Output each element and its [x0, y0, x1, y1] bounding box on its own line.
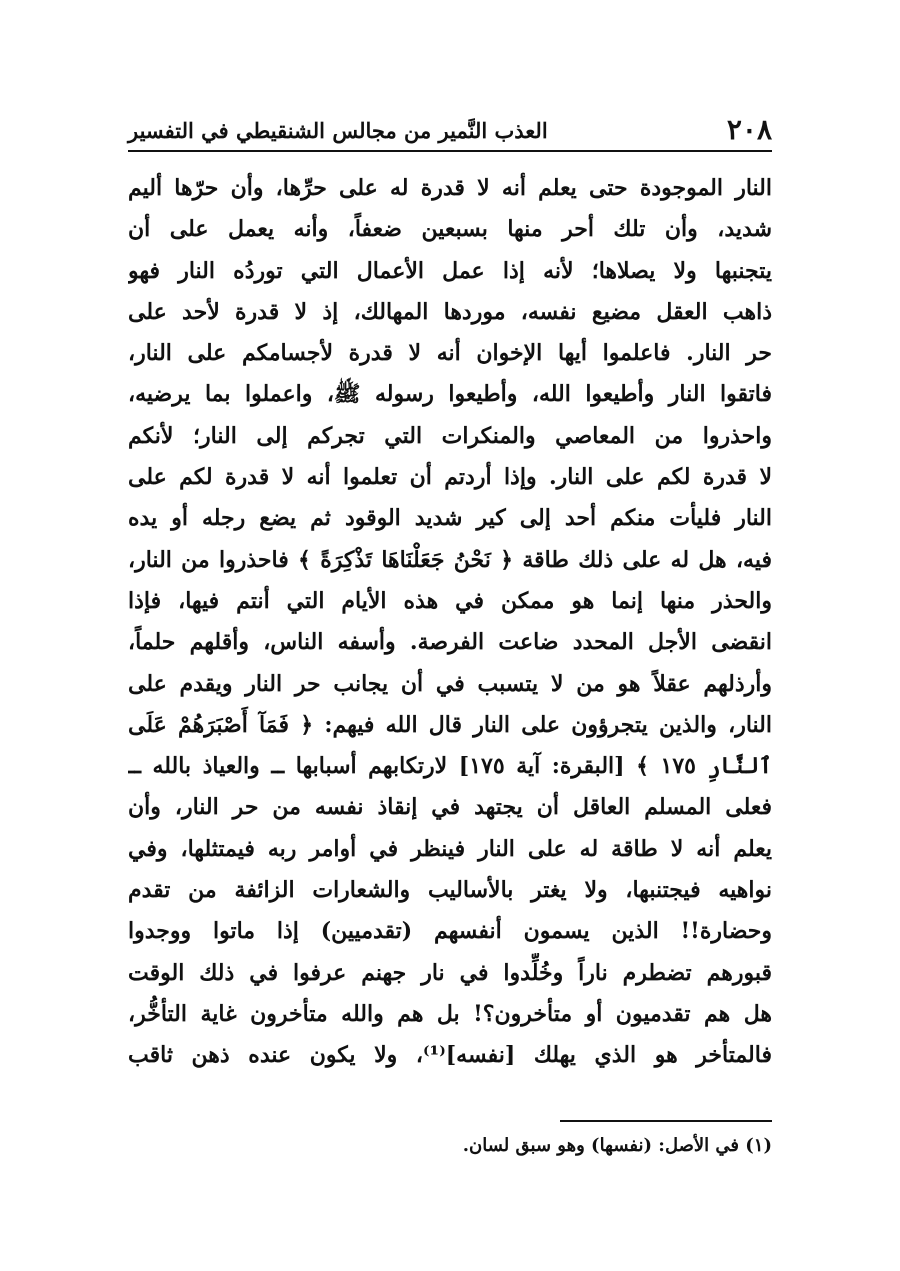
body-text [128, 168, 772, 1077]
page-header [128, 112, 772, 152]
text-line: فالمتأخر هو الذي يهلك [نفسه]⁽¹⁾، ولا يكون عنده ذهن ثاقب [128, 1042, 772, 1069]
text-line: قبورهم تضطرم ناراً وخُلِّدوا في نار جهنم عرفوا في ذلك الوقت [128, 959, 772, 986]
text-line: نواهيه فيجتنبها، ولا يغتر بالأساليب والشعارات الزائفة من تقدم [128, 877, 772, 904]
text-line: فيه، هل له على ذلك طاقة ﴿ نَحْنُ جَعَلْنَاهَا تَذْكِرَةً ﴾ فاحذروا من النار، [128, 546, 772, 573]
text-line: فعلى المسلم العاقل أن يجتهد في إنقاذ نفسه من حر النار، وأن [128, 794, 772, 821]
text-line: وأرذلهم عقلاً هو من لا يتسبب في أن يجانب حر النار ويقدم على [128, 670, 772, 697]
header-divider [128, 150, 772, 152]
text-line: ذاهب العقل مضيع نفسه، موردها المهالك، إذ لا قدرة لأحد على [128, 298, 772, 325]
page-number: ٢٠٨ [726, 113, 772, 146]
text-line: لا قدرة لكم على النار. وإذا أردتم أن تعلموا أنه لا قدرة لكم على [128, 464, 772, 491]
text-line: هل هم تقدميون أو متأخرون؟! بل هم والله متأخرون غاية التأخُّر، [128, 1000, 772, 1027]
text-line: انقضى الأجل المحدد ضاعت الفرصة. وأسفه الناس، وأقلهم حلماً، [128, 629, 772, 656]
footnote: (١) في الأصل: (نفسها) وهو سبق لسان. [462, 1135, 772, 1156]
running-title: العذب النَّمير من مجالس الشنقيطي في التفسير [128, 118, 548, 143]
text-line: النار، والذين يتجرؤون على النار قال الله فيهم: ﴿ فَمَآ أَصْبَرَهُمْ عَلَى [128, 711, 772, 738]
text-line: وحضارة!! الذين يسمون أنفسهم (تقدميين) إذا ماتوا ووجدوا [128, 918, 772, 945]
text-line: يعلم أنه لا طاقة له على النار فينظر في أوامر ربه فيمتثلها، وفي [128, 835, 772, 862]
text-line: والحذر منها إنما هو ممكن في هذه الأيام التي أنتم فيها، فإذا [128, 587, 772, 614]
text-line: فاتقوا النار وأطيعوا الله، وأطيعوا رسوله ﷺ، واعملوا بما يرضيه، [128, 381, 772, 408]
text-line: حر النار. فاعلموا أيها الإخوان أنه لا قدرة لأجسامكم على النار، [128, 340, 772, 367]
footnote-divider [560, 1120, 772, 1122]
text-line: ٱلنَّارِ ١٧٥ ﴾ [البقرة: آية ١٧٥] لارتكابهم أسبابها ــ والعياذ بالله ــ [128, 753, 772, 780]
text-line: النار فليأت منكم أحد إلى كير شديد الوقود ثم يضع رجله أو يده [128, 505, 772, 532]
text-line: شديد، وأن تلك أحر منها بسبعين ضعفاً، وأنه يعمل على أن [128, 216, 772, 243]
text-line: النار الموجودة حتى يعلم أنه لا قدرة له على حرِّها، وأن حرّها أليم [128, 175, 772, 201]
text-line: واحذروا من المعاصي والمنكرات التي تجركم إلى النار؛ لأنكم [128, 422, 772, 449]
text-line: يتجنبها ولا يصلاها؛ لأنه إذا عمل الأعمال التي توردُه النار فهو [128, 257, 772, 284]
